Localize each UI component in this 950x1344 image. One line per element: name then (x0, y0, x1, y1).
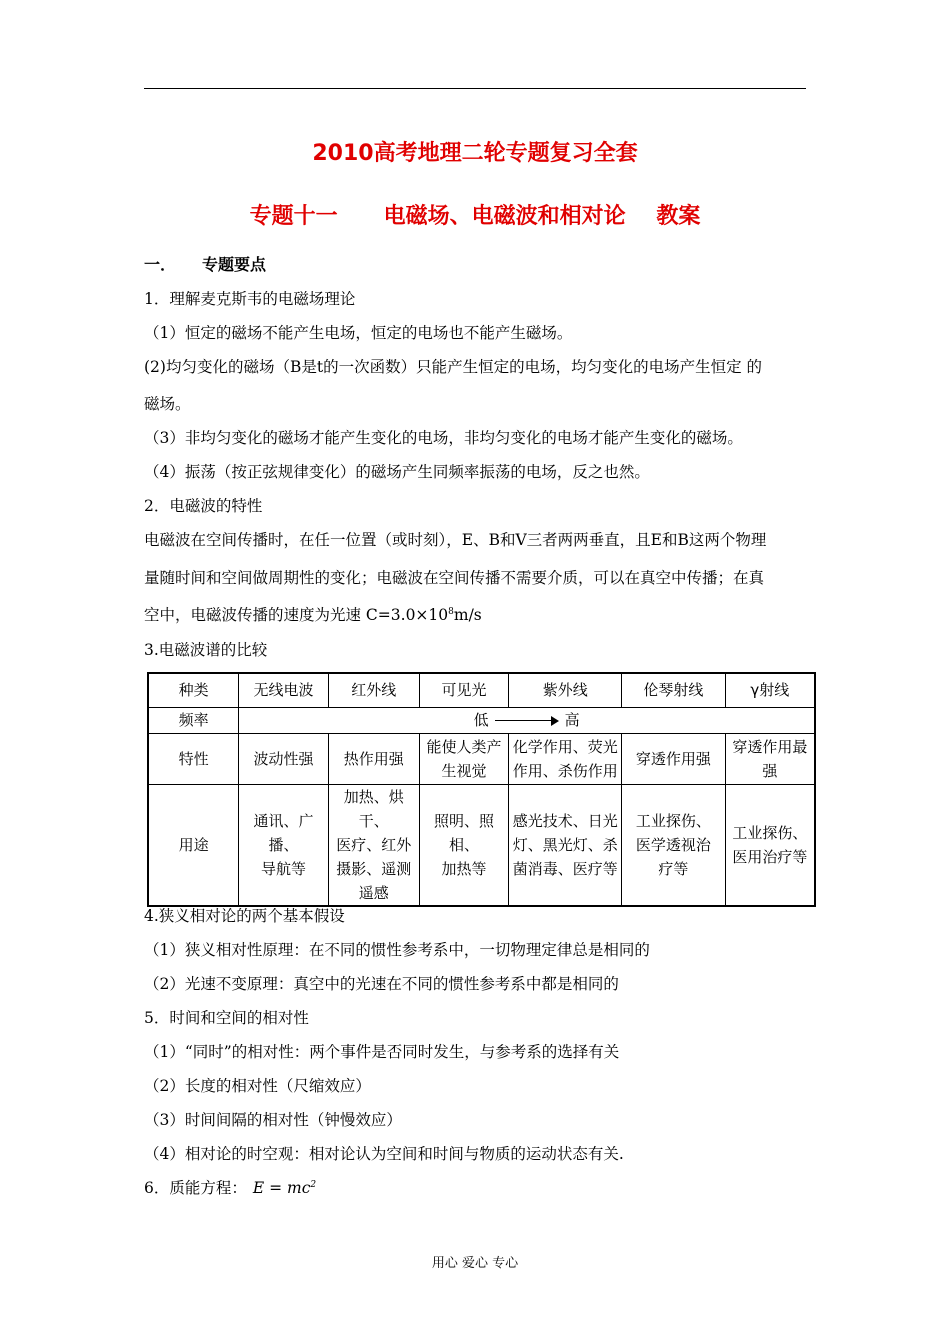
point5-heading: 5．时间和空间的相对性 (144, 1009, 309, 1027)
page-footer: 用心 爱心 专心 (431, 1256, 519, 1271)
table-cell: 穿透作用强 (622, 733, 726, 784)
point3-heading: 3.电磁波谱的比较 (144, 641, 268, 659)
point4-line1: （1）狭义相对性原理：在不同的惯性参考系中，一切物理定律总是相同的 (144, 941, 650, 959)
table-cell: 感光技术、日光 灯、黑光灯、杀 菌消毒、医疗等 (509, 784, 622, 906)
mass-energy-formula: $E = mc^2$ (252, 1179, 317, 1197)
table-cell: 伦琴射线 (622, 673, 726, 707)
table-row-usage (148, 784, 815, 906)
table-row-kind (148, 673, 815, 707)
table-row-property (148, 733, 815, 784)
point2-line3: 空中，电磁波传播的速度为光速 $C=3.0\times 10^8m/s$ (144, 606, 482, 624)
table-cell: 工业探伤、 医用治疗等 (725, 784, 815, 906)
section-title: 专题要点 (202, 255, 267, 274)
table-cell: 波动性强 (239, 733, 329, 784)
table-cell: 加热、烘干、 医疗、红外 摄影、遥测 遥感 (328, 784, 419, 906)
row-header: 用途 (148, 784, 239, 906)
subtitle-topic-name: 电磁场、电磁波和相对论 (383, 204, 626, 229)
point5-line4: （4）相对论的时空观：相对论认为空间和时间与物质的运动状态有关. (144, 1145, 624, 1163)
point5-line1: （1）“同时”的相对性：两个事件是否同时发生，与参考系的选择有关 (144, 1043, 620, 1061)
section-number: 一． (144, 255, 177, 274)
right-arrow-icon (495, 716, 559, 726)
document-subtitle (0, 199, 950, 230)
point2-line1: 电磁波在空间传播时，在任一位置（或时刻），E、B和V三者两两垂直，且E和B这两个物理 (144, 531, 767, 549)
section-heading (144, 252, 266, 275)
point1-line2-cont: 磁场。 (144, 395, 191, 413)
point5-line3: （3）时间间隔的相对性（钟慢效应） (144, 1111, 402, 1129)
table-cell: 工业探伤、 医学透视治 疗等 (622, 784, 726, 906)
row-header: 频率 (148, 707, 239, 733)
frequency-cell (239, 707, 815, 733)
table-cell: 热作用强 (328, 733, 419, 784)
frequency-high: 高 (564, 711, 580, 729)
point4-heading: 4.狭义相对论的两个基本假设 (144, 907, 345, 925)
document-title: 2010高考地理二轮专题复习全套 (312, 141, 638, 166)
table-cell: 穿透作用最 强 (725, 733, 815, 784)
point4-line2: （2）光速不变原理：真空中的光速在不同的惯性参考系中都是相同的 (144, 975, 619, 993)
point2-line2: 量随时间和空间做周期性的变化；电磁波在空间传播不需要介质，可以在真空中传播；在真 (144, 569, 765, 587)
point6-heading: 6．质能方程： $E = mc^2$ (144, 1179, 317, 1197)
table-cell: 通讯、广播、 导航等 (239, 784, 329, 906)
subtitle-doc-type: 教案 (656, 204, 701, 229)
table-cell: 能使人类产 生视觉 (419, 733, 509, 784)
subtitle-topic-number: 专题十一 (249, 204, 338, 229)
table-cell: 紫外线 (509, 673, 622, 707)
header-rule (144, 88, 806, 89)
table-row-frequency (148, 707, 815, 733)
point1-line4: （4）振荡（按正弦规律变化）的磁场产生同频率振荡的电场，反之也然。 (144, 463, 650, 481)
point5-line2: （2）长度的相对性（尺缩效应） (144, 1077, 371, 1095)
table-cell: 无线电波 (239, 673, 329, 707)
table-cell: 红外线 (328, 673, 419, 707)
spectrum-table (147, 672, 816, 907)
frequency-low: 低 (473, 711, 489, 729)
table-cell: 照明、照相、 加热等 (419, 784, 509, 906)
point1-line1: （1）恒定的磁场不能产生电场，恒定的电场也不能产生磁场。 (144, 324, 573, 342)
table-cell: 可见光 (419, 673, 509, 707)
point1-line2: (2)均匀变化的磁场（B是t的一次函数）只能产生恒定的电场，均匀变化的电场产生恒定 的 (144, 358, 763, 376)
table-cell: 化学作用、荧光 作用、杀伤作用 (509, 733, 622, 784)
point1-heading: 1．理解麦克斯韦的电磁场理论 (144, 290, 356, 308)
point1-line3: （3）非均匀变化的磁场才能产生变化的电场，非均匀变化的电场才能产生变化的磁场。 (144, 429, 743, 447)
point2-heading: 2．电磁波的特性 (144, 497, 263, 515)
row-header: 特性 (148, 733, 239, 784)
row-header: 种类 (148, 673, 239, 707)
table-cell: γ射线 (725, 673, 815, 707)
